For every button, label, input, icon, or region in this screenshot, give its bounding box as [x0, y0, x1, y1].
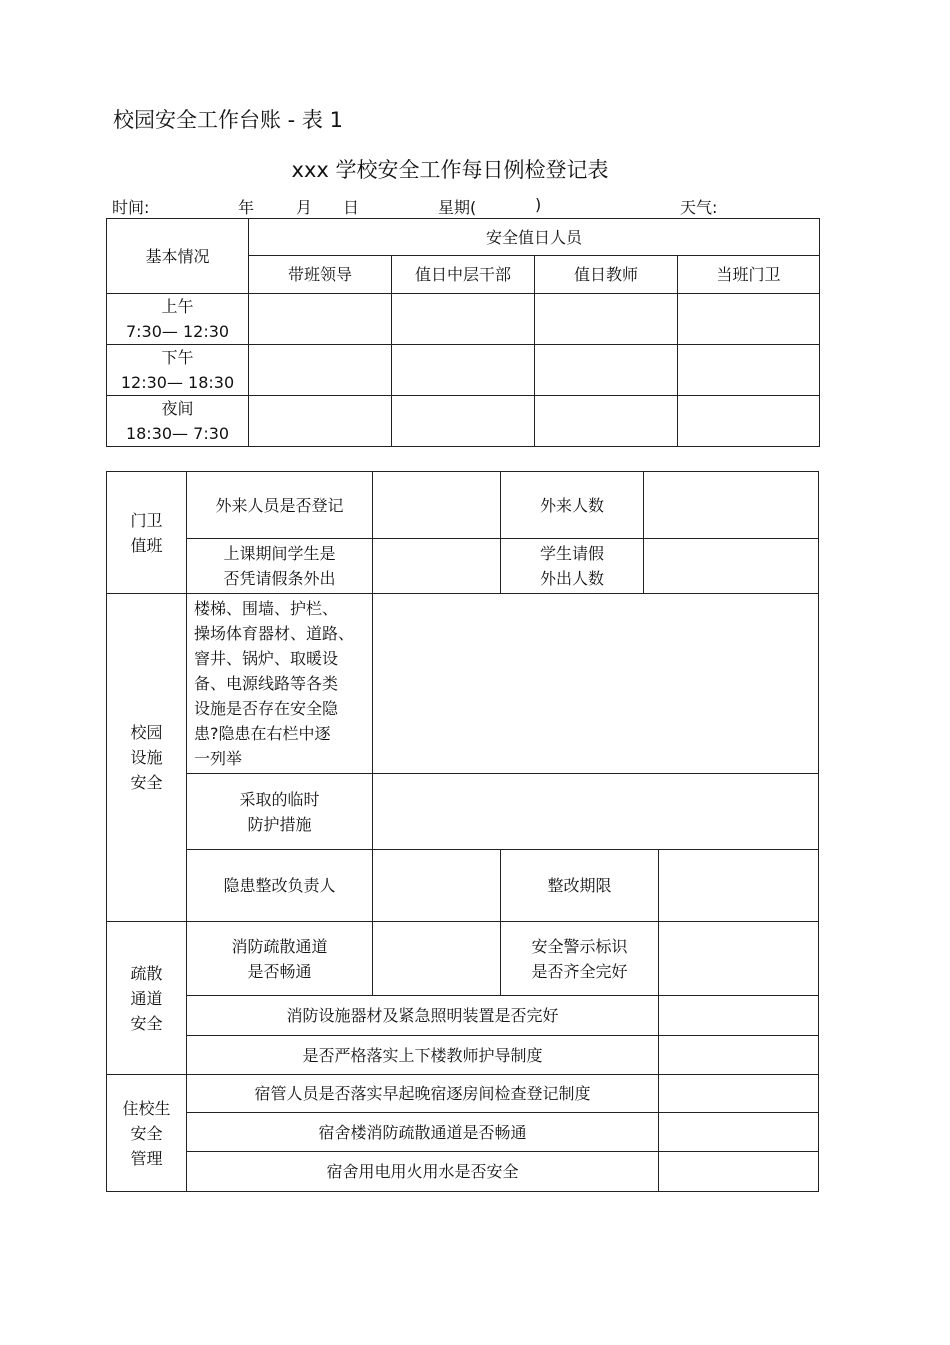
- shift-morning: 上午 7:30— 12:30: [107, 294, 249, 345]
- entry-cell[interactable]: [659, 850, 819, 922]
- student-leave-count-label: 学生请假 外出人数: [501, 539, 644, 594]
- time-label: 时间:: [112, 198, 150, 217]
- entry-cell[interactable]: [535, 294, 678, 345]
- temp-measures-label: 采取的临时 防护措施: [187, 774, 373, 850]
- shift-afternoon: 下午 12:30— 18:30: [107, 345, 249, 396]
- entry-cell[interactable]: [249, 345, 392, 396]
- fire-exit-label: 消防疏散通道 是否畅通: [187, 922, 373, 996]
- hazard-entry[interactable]: [373, 594, 819, 774]
- entry-cell[interactable]: [392, 294, 535, 345]
- entry-cell[interactable]: [373, 850, 501, 922]
- form-title: xxx 学校安全工作每日例检登记表: [291, 158, 609, 182]
- rectify-person-label: 隐患整改负责人: [187, 850, 373, 922]
- weather-label: 天气:: [680, 198, 718, 217]
- entry-cell[interactable]: [373, 539, 501, 594]
- entry-cell[interactable]: [644, 539, 819, 594]
- entry-cell[interactable]: [659, 996, 819, 1036]
- staff-header: 安全值日人员: [249, 219, 820, 256]
- entry-cell[interactable]: [659, 922, 819, 996]
- entry-cell[interactable]: [249, 294, 392, 345]
- weekday-close: ): [535, 195, 542, 214]
- entry-cell[interactable]: [535, 396, 678, 447]
- weekday-label: 星期(: [438, 198, 477, 217]
- entry-cell[interactable]: [392, 396, 535, 447]
- facility-category: 校园 设施 安全: [107, 594, 187, 922]
- entry-cell[interactable]: [249, 396, 392, 447]
- month-label: 月: [296, 198, 313, 217]
- entry-cell[interactable]: [373, 922, 501, 996]
- entry-cell[interactable]: [535, 345, 678, 396]
- rectify-deadline-label: 整改期限: [501, 850, 659, 922]
- entry-cell[interactable]: [392, 345, 535, 396]
- day-label: 日: [343, 198, 360, 217]
- warning-signs-label: 安全警示标识 是否齐全完好: [501, 922, 659, 996]
- role-guard: 当班门卫: [678, 256, 820, 294]
- boarding-category: 住校生 安全 管理: [107, 1075, 187, 1192]
- check-table: [106, 471, 819, 1192]
- entry-cell[interactable]: [678, 396, 820, 447]
- evacuation-category: 疏散 通道 安全: [107, 922, 187, 1075]
- entry-cell[interactable]: [659, 1075, 819, 1113]
- role-teacher: 值日教师: [535, 256, 678, 294]
- role-middle-manager: 值日中层干部: [392, 256, 535, 294]
- dorm-exit-label: 宿舍楼消防疏散通道是否畅通: [187, 1113, 659, 1152]
- hazard-question: 楼梯、围墙、护栏、 操场体育器材、道路、 窨井、锅炉、取暖设 备、电源线路等各类 设施是否存在安全隐 患?隐患在右栏中逐 一列举: [187, 594, 373, 774]
- stair-guard-label: 是否严格落实上下楼教师护导制度: [187, 1036, 659, 1075]
- entry-cell[interactable]: [659, 1152, 819, 1192]
- basic-info-header: 基本情况: [107, 219, 249, 294]
- dorm-check-label: 宿管人员是否落实早起晚宿逐房间检查登记制度: [187, 1075, 659, 1113]
- role-lead: 带班领导: [249, 256, 392, 294]
- duty-table: [106, 218, 820, 447]
- gate-category: 门卫 值班: [107, 472, 187, 594]
- visitor-count-label: 外来人数: [501, 472, 644, 539]
- year-label: 年: [238, 198, 255, 217]
- student-leave-label: 上课期间学生是 否凭请假条外出: [187, 539, 373, 594]
- dorm-power-label: 宿舍用电用火用水是否安全: [187, 1152, 659, 1192]
- shift-night: 夜间 18:30— 7:30: [107, 396, 249, 447]
- entry-cell[interactable]: [659, 1113, 819, 1152]
- entry-cell[interactable]: [678, 294, 820, 345]
- entry-cell[interactable]: [678, 345, 820, 396]
- entry-cell[interactable]: [373, 472, 501, 539]
- ledger-title: 校园安全工作台账 - 表 1: [113, 108, 343, 132]
- fire-equipment-label: 消防设施器材及紧急照明装置是否完好: [187, 996, 659, 1036]
- measures-entry[interactable]: [373, 774, 819, 850]
- entry-cell[interactable]: [659, 1036, 819, 1075]
- entry-cell[interactable]: [644, 472, 819, 539]
- visitor-registered-label: 外来人员是否登记: [187, 472, 373, 539]
